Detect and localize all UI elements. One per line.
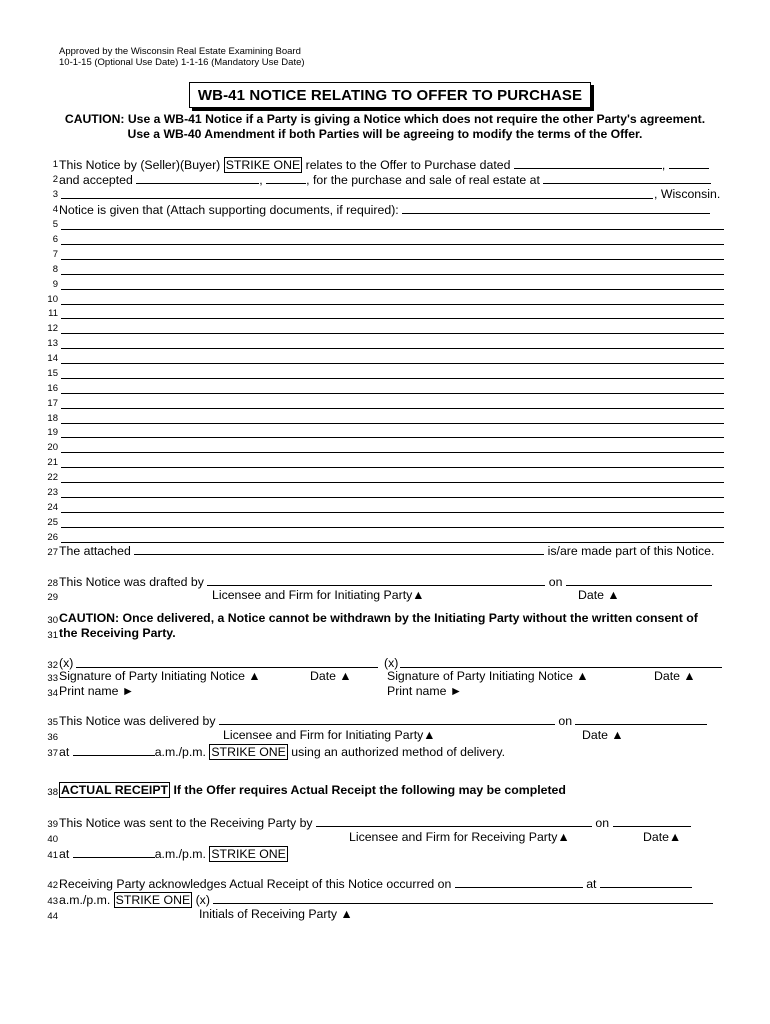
on-label: on bbox=[548, 575, 563, 589]
strike-one-box: STRIKE ONE bbox=[211, 745, 286, 759]
line-35 bbox=[59, 713, 707, 728]
comma: , bbox=[259, 173, 263, 187]
line-number: 28 bbox=[47, 578, 58, 589]
line-number: 32 bbox=[47, 660, 58, 671]
line-number: 34 bbox=[47, 688, 58, 699]
attached-label: The attached bbox=[59, 544, 131, 558]
line-number: 15 bbox=[47, 368, 58, 379]
line-number: 35 bbox=[47, 717, 58, 728]
line-number: 25 bbox=[47, 517, 58, 528]
notice-line[interactable] bbox=[61, 452, 724, 453]
line-28 bbox=[59, 574, 712, 589]
receipt-date-field[interactable] bbox=[455, 876, 583, 888]
notice-line[interactable] bbox=[61, 393, 724, 394]
line-number: 27 bbox=[47, 547, 58, 558]
line-number: 4 bbox=[52, 204, 58, 215]
notice-line[interactable] bbox=[61, 229, 724, 230]
line-number: 42 bbox=[47, 880, 58, 891]
line-number: 39 bbox=[47, 819, 58, 830]
licensee-receiving-caption: Licensee and Firm for Receiving Party▲ bbox=[349, 830, 570, 844]
on-label: on bbox=[595, 816, 610, 830]
line-1 bbox=[59, 157, 709, 172]
at-label: at bbox=[59, 847, 70, 861]
drafted-date-field[interactable] bbox=[566, 574, 712, 586]
strike-one-box: STRIKE ONE bbox=[115, 893, 191, 907]
receipt-time-field[interactable] bbox=[600, 876, 692, 888]
ampm-label: a.m./p.m. bbox=[59, 893, 111, 907]
line-number: 36 bbox=[47, 732, 58, 743]
line-4 bbox=[59, 202, 710, 217]
property-address-line-2[interactable] bbox=[61, 198, 653, 199]
effective-dates: 10-1-15 (Optional Use Date) 1-1-16 (Mandatory Use Date) bbox=[59, 57, 305, 68]
line-number: 24 bbox=[47, 502, 58, 513]
relates-to-label: relates to the Offer to Purchase dated bbox=[305, 158, 511, 172]
signature-line-2[interactable] bbox=[400, 667, 722, 668]
sent-time-field[interactable] bbox=[73, 846, 155, 858]
line-number: 5 bbox=[52, 219, 58, 230]
line-number: 31 bbox=[47, 630, 58, 641]
authorized-method-label: using an authorized method of delivery. bbox=[291, 745, 505, 759]
print-name-2: Print name ► bbox=[387, 684, 463, 698]
line-number: 41 bbox=[47, 850, 58, 861]
caution-line-2: Use a WB-40 Amendment if both Parties will be agreeing to modify the terms of the Offer. bbox=[127, 127, 643, 141]
acknowledges-label: Receiving Party acknowledges Actual Receipt of this Notice occurred on bbox=[59, 877, 452, 891]
line-37 bbox=[59, 744, 505, 759]
initials-caption: Initials of Receiving Party ▲ bbox=[199, 907, 353, 921]
line-27 bbox=[59, 543, 714, 558]
line-number: 44 bbox=[47, 911, 58, 922]
notice-text-field[interactable] bbox=[402, 202, 710, 214]
attached-documents-field[interactable] bbox=[134, 543, 544, 555]
drafted-by-field[interactable] bbox=[207, 574, 545, 586]
line-38 bbox=[59, 783, 566, 797]
property-address-field[interactable] bbox=[543, 172, 711, 184]
ampm-label: a.m./p.m. bbox=[154, 847, 206, 861]
sent-date-field[interactable] bbox=[613, 815, 691, 827]
signature-x-2: (x) bbox=[384, 656, 399, 670]
line-number: 9 bbox=[52, 279, 58, 290]
date-caption-1: Date ▲ bbox=[310, 669, 352, 683]
date-caption-3: Date ▲ bbox=[582, 728, 624, 742]
notice-line[interactable] bbox=[61, 512, 724, 513]
line-number: 29 bbox=[47, 592, 58, 603]
strike-one-box: STRIKE ONE bbox=[211, 847, 286, 861]
signature-line-1[interactable] bbox=[76, 667, 378, 668]
wisconsin-label: , Wisconsin. bbox=[654, 187, 721, 201]
actual-receipt-box: ACTUAL RECEIPT bbox=[61, 783, 169, 797]
licensee-initiating-caption: Licensee and Firm for Initiating Party▲ bbox=[212, 588, 425, 602]
notice-line[interactable] bbox=[61, 497, 724, 498]
line-number: 1 bbox=[52, 159, 58, 170]
line-42 bbox=[59, 876, 692, 891]
accepted-label: and accepted bbox=[59, 173, 133, 187]
line-2 bbox=[59, 172, 711, 187]
print-name-1: Print name ► bbox=[59, 684, 135, 698]
signature-caption-2: Signature of Party Initiating Notice ▲ bbox=[387, 669, 589, 683]
notice-line[interactable] bbox=[61, 244, 724, 245]
line-39 bbox=[59, 815, 691, 830]
delivered-date-field[interactable] bbox=[575, 713, 707, 725]
form-title: WB-41 NOTICE RELATING TO OFFER TO PURCHASE bbox=[189, 82, 591, 108]
line-number: 43 bbox=[47, 896, 58, 907]
line-number: 6 bbox=[52, 234, 58, 245]
notice-line[interactable] bbox=[61, 333, 724, 334]
licensee-initiating-caption-2: Licensee and Firm for Initiating Party▲ bbox=[223, 728, 436, 742]
offer-year-field[interactable] bbox=[669, 157, 709, 169]
at-label: at bbox=[586, 877, 597, 891]
accepted-year-field[interactable] bbox=[266, 172, 306, 184]
notice-line[interactable] bbox=[61, 482, 724, 483]
caution-withdrawal: CAUTION: Once delivered, a Notice cannot be withdrawn by the Initiating Party without the written consent of bbox=[59, 611, 698, 625]
line-number: 21 bbox=[47, 457, 58, 468]
receiving-party-text: the Receiving Party. bbox=[59, 626, 176, 640]
line-number: 38 bbox=[47, 787, 58, 798]
notice-line[interactable] bbox=[61, 259, 724, 260]
notice-line[interactable] bbox=[61, 423, 724, 424]
line-number: 23 bbox=[47, 487, 58, 498]
initials-field[interactable] bbox=[213, 892, 713, 904]
notice-line[interactable] bbox=[61, 348, 724, 349]
sent-by-field[interactable] bbox=[316, 815, 592, 827]
line-number: 16 bbox=[47, 383, 58, 394]
line-number: 33 bbox=[47, 673, 58, 684]
line-number: 12 bbox=[47, 323, 58, 334]
comma: , bbox=[661, 158, 666, 172]
at-label: at bbox=[59, 745, 70, 759]
ampm-label: a.m./p.m. bbox=[154, 745, 206, 759]
line-number: 14 bbox=[47, 353, 58, 364]
line-number: 20 bbox=[47, 442, 58, 453]
actual-receipt-text: If the Offer requires Actual Receipt the following may be completed bbox=[173, 783, 566, 797]
made-part-label: is/are made part of this Notice. bbox=[547, 544, 715, 558]
notice-line[interactable] bbox=[61, 289, 724, 290]
line-number: 8 bbox=[52, 264, 58, 275]
line-number: 10 bbox=[47, 294, 58, 305]
line-number: 30 bbox=[47, 615, 58, 626]
line-number: 26 bbox=[47, 532, 58, 543]
line-number: 19 bbox=[47, 427, 58, 438]
accepted-date-field[interactable] bbox=[136, 172, 259, 184]
line-number: 18 bbox=[47, 413, 58, 424]
notice-line[interactable] bbox=[61, 363, 724, 364]
delivered-by-field[interactable] bbox=[219, 713, 555, 725]
line-number: 13 bbox=[47, 338, 58, 349]
line-number: 40 bbox=[47, 834, 58, 845]
notice-line[interactable] bbox=[61, 527, 724, 528]
line-number: 3 bbox=[52, 189, 58, 200]
strike-one-box: STRIKE ONE bbox=[225, 158, 301, 172]
line-number: 17 bbox=[47, 398, 58, 409]
line-43 bbox=[59, 892, 713, 907]
caution-line-1: CAUTION: Use a WB-41 Notice if a Party is giving a Notice which does not require the other Party's agreement. bbox=[64, 112, 706, 126]
line-number: 37 bbox=[47, 748, 58, 759]
delivered-by-label: This Notice was delivered by bbox=[59, 714, 216, 728]
approval-text: Approved by the Wisconsin Real Estate Examining Board bbox=[59, 46, 301, 57]
notice-line[interactable] bbox=[61, 274, 724, 275]
notice-line[interactable] bbox=[61, 467, 724, 468]
purchase-label: , for the purchase and sale of real estate at bbox=[306, 173, 540, 187]
date-caption-4: Date▲ bbox=[643, 830, 682, 844]
date-caption: Date ▲ bbox=[578, 588, 620, 602]
notice-line[interactable] bbox=[61, 318, 724, 319]
initials-x: (x) bbox=[195, 893, 210, 907]
line-number: 22 bbox=[47, 472, 58, 483]
line-41 bbox=[59, 846, 288, 861]
drafted-by-label: This Notice was drafted by bbox=[59, 575, 204, 589]
notice-line[interactable] bbox=[61, 437, 724, 438]
signature-x-1: (x) bbox=[59, 656, 74, 670]
notice-by-label: This Notice by (Seller)(Buyer) bbox=[59, 158, 221, 172]
notice-line[interactable] bbox=[61, 378, 724, 379]
line-number: 7 bbox=[52, 249, 58, 260]
on-label: on bbox=[558, 714, 573, 728]
notice-line[interactable] bbox=[61, 408, 724, 409]
sent-to-label: This Notice was sent to the Receiving Party by bbox=[59, 816, 313, 830]
notice-line[interactable] bbox=[61, 304, 724, 305]
line-number: 2 bbox=[52, 174, 58, 185]
date-caption-2: Date ▲ bbox=[654, 669, 696, 683]
signature-caption-1: Signature of Party Initiating Notice ▲ bbox=[59, 669, 261, 683]
notice-given-label: Notice is given that (Attach supporting documents, if required): bbox=[59, 203, 399, 217]
delivered-time-field[interactable] bbox=[73, 744, 155, 756]
offer-date-field[interactable] bbox=[514, 157, 662, 169]
line-number: 11 bbox=[48, 308, 58, 319]
